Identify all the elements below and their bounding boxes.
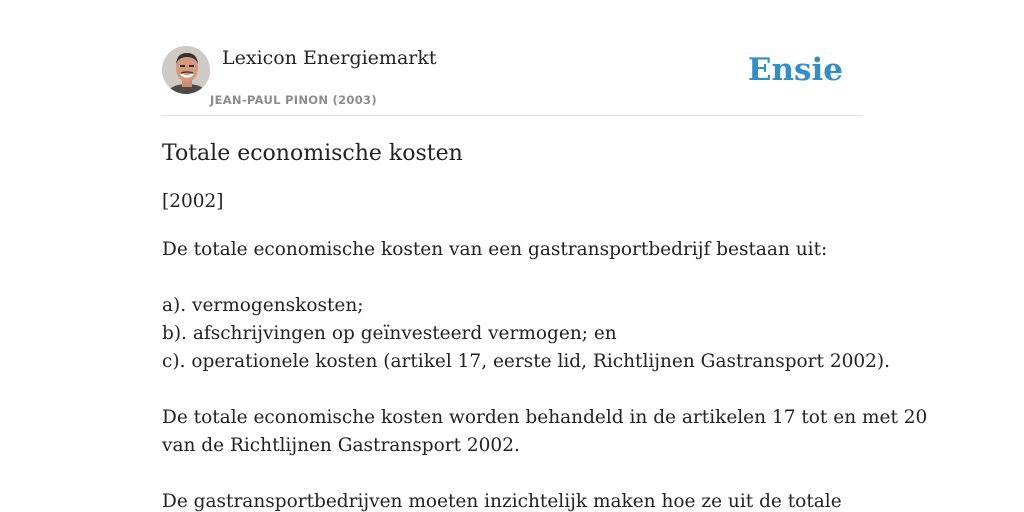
paragraph-gap [162,460,862,488]
author-name[interactable]: JEAN-PAUL PINON (2003) [210,93,377,107]
body-line: De gastransportbedrijven moeten inzichtelijk maken hoe ze uit de totale [162,491,842,512]
paragraph-gap [162,376,862,404]
ensie-logo[interactable]: Ensie [747,52,843,88]
list-item: a). vermogenskosten; [162,295,364,316]
body-line: De totale economische kosten van een gastransportbedrijf bestaan uit: [162,239,828,260]
entry-content [162,138,928,512]
author-portrait-image [162,46,210,94]
page-header [162,46,862,116]
list-item: c). operationele kosten (artikel 17, eerste lid, Richtlijnen Gastransport 2002). [162,351,891,372]
entry-title: Totale economische kosten [162,141,463,166]
paragraph-gap [162,264,862,292]
body-line: van de Richtlijnen Gastransport 2002. [162,435,520,456]
author-avatar[interactable] [162,46,210,94]
entry-year: [2002] [162,191,224,212]
body-line: De totale economische kosten worden behandeld in de artikelen 17 tot en met 20 [162,407,928,428]
list-item: b). afschrijvingen op geïnvesteerd vermogen; en [162,323,617,344]
lexicon-title[interactable]: Lexicon Energiemarkt [222,47,437,69]
entry-body [162,236,928,512]
